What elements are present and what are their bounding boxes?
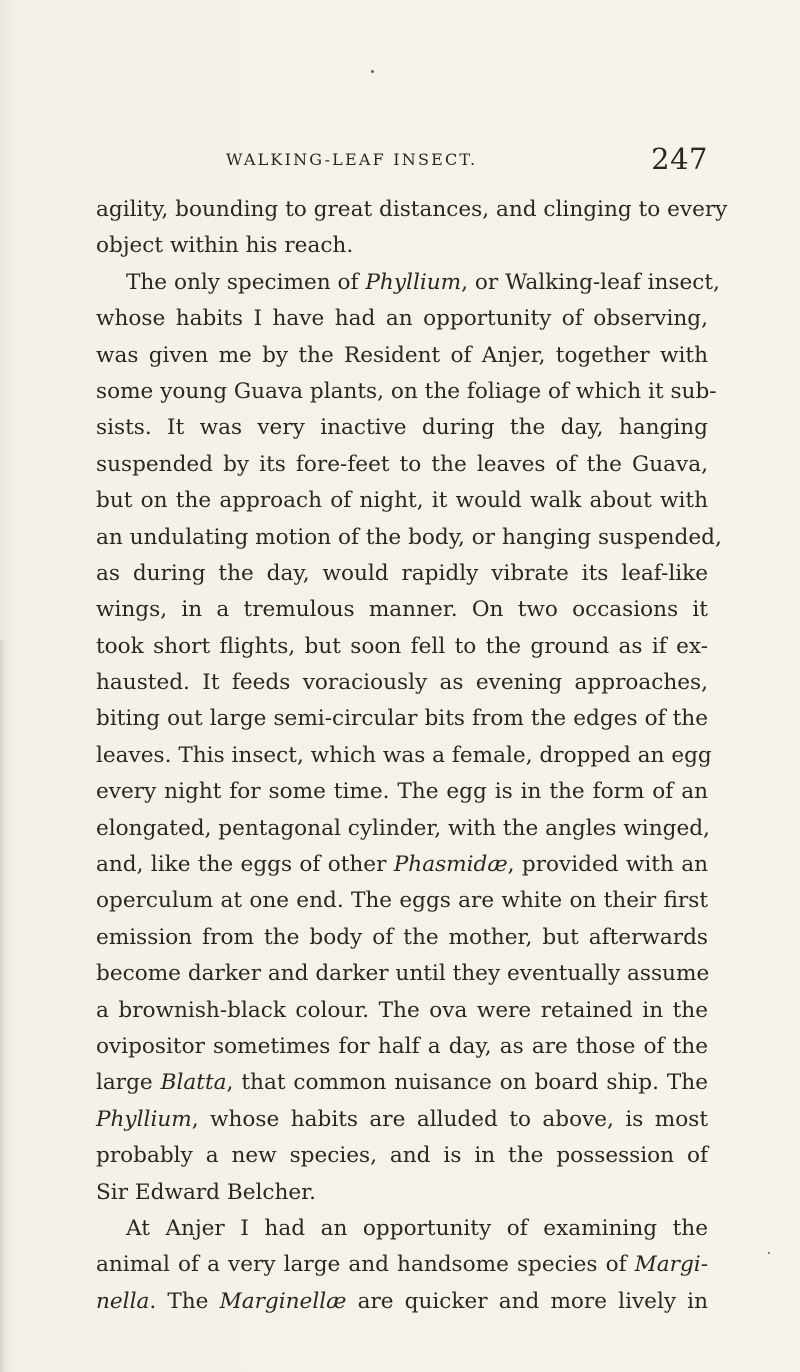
- text-line: as during the day, would rapidly vibrate its leaf-like: [96, 560, 708, 586]
- text-run: large: [96, 1070, 161, 1096]
- text-line: object within his reach.: [96, 233, 354, 259]
- text-line: Sir Edward Belcher.: [96, 1179, 316, 1205]
- text-line: become darker and darker until they eventually assume: [96, 961, 710, 987]
- running-head: WALKING-LEAF INSECT.: [226, 150, 478, 169]
- text-run: , provided with an: [507, 852, 708, 878]
- text-line: was given me by the Resident of Anjer, together with: [96, 342, 708, 368]
- text-line: probably a new species, and is in the possession of: [96, 1143, 708, 1169]
- text-line: [96, 1065, 708, 1101]
- text-line: emission from the body of the mother, but afterwards: [96, 924, 708, 950]
- text-line: some young Guava plants, on the foliage of which it sub-: [96, 378, 717, 404]
- taxon-name: Phasmidæ: [393, 852, 508, 878]
- text-line: took short flights, but soon fell to the ground as if ex-: [96, 633, 708, 659]
- text-line: [96, 1247, 708, 1283]
- ink-speck: [371, 70, 374, 73]
- text-run: , or Walking-leaf insect,: [461, 269, 720, 295]
- text-line: [96, 1102, 708, 1138]
- ink-speck: [768, 1252, 770, 1254]
- taxon-name: Phyllium: [96, 1106, 192, 1132]
- text-run: , that common nuisance on board ship. The: [226, 1070, 708, 1096]
- text-line: [96, 1284, 708, 1320]
- text-line: a brownish-black colour. The ova were retained in the: [96, 997, 708, 1023]
- taxon-name: Marginellæ: [219, 1288, 347, 1314]
- text-line: At Anjer I had an opportunity of examining the: [126, 1215, 708, 1241]
- text-line: an undulating motion of the body, or hanging suspended,: [96, 524, 722, 550]
- text-line: ovipositor sometimes for half a day, as are those of the: [96, 1033, 708, 1059]
- text-line: but on the approach of night, it would walk about with: [96, 488, 708, 514]
- text-run: animal of a very large and handsome species of: [96, 1252, 635, 1278]
- body-text: [96, 192, 728, 1320]
- text-line: elongated, pentagonal cylinder, with the angles winged,: [96, 815, 710, 841]
- text-run: , whose habits are alluded to above, is most: [191, 1106, 708, 1132]
- text-run: . The: [149, 1288, 220, 1314]
- text-line: biting out large semi-circular bits from the edges of the: [96, 706, 708, 732]
- text-run: and, like the eggs of other: [96, 852, 394, 878]
- text-line: sists. It was very inactive during the day, hanging: [96, 415, 708, 441]
- taxon-name: Phyllium: [365, 269, 462, 295]
- text-line: agility, bounding to great distances, and clinging to every: [96, 197, 728, 222]
- page-number: 247: [651, 142, 708, 176]
- taxon-name: Blatta: [160, 1070, 227, 1096]
- text-line: [96, 265, 720, 301]
- taxon-name: nella: [96, 1288, 150, 1314]
- text-line: suspended by its fore-feet to the leaves of the Guava,: [96, 451, 708, 477]
- text-line: hausted. It feeds voraciously as evening approaches,: [96, 670, 708, 696]
- text-line: operculum at one end. The eggs are white on their first: [96, 888, 708, 914]
- taxon-name: Margi-: [634, 1252, 708, 1278]
- text-run: The only specimen of: [126, 269, 366, 295]
- text-run: are quicker and more lively in: [346, 1288, 708, 1314]
- page-header: [226, 142, 708, 176]
- text-line: [96, 847, 708, 883]
- text-line: wings, in a tremulous manner. On two occasions it: [96, 597, 708, 623]
- text-line: every night for some time. The egg is in the form of an: [96, 779, 708, 805]
- page-edge-shadow: [0, 640, 6, 1372]
- text-line: whose habits I have had an opportunity of observing,: [96, 306, 708, 332]
- text-line: leaves. This insect, which was a female, dropped an egg: [96, 742, 712, 768]
